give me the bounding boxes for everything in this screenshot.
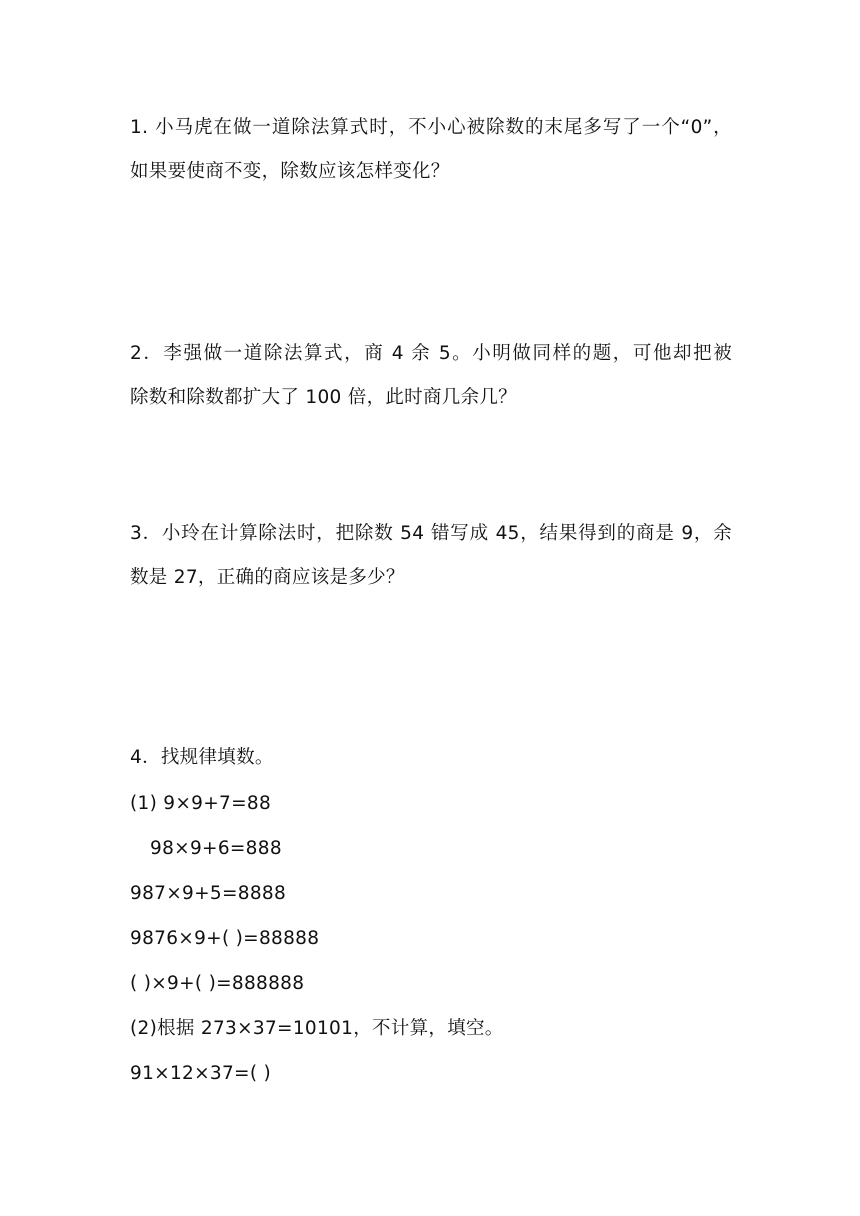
problem-3-line-1: 3．小玲在计算除法时，把除数 54 错写成 45，结果得到的商是 9，余 — [130, 523, 732, 544]
problem-4-heading: 4．找规律填数。 — [130, 747, 274, 768]
equation-line: (1) 9×9+7=88 — [130, 793, 272, 814]
equation-line: 98×9+6=888 — [150, 838, 282, 859]
problem-2-line-1: 2．李强做一道除法算式，商 4 余 5。小明做同样的题，可他却把被 — [130, 343, 732, 364]
problem-3-line-2: 数是 27，正确的商应该是多少？ — [130, 567, 405, 588]
problem-1-line-2: 如果要使商不变，除数应该怎样变化？ — [130, 161, 450, 182]
equation-line: 987×9+5=8888 — [130, 883, 287, 904]
equation-line-with-blank: 91×12×37=( ) — [130, 1063, 272, 1084]
problem-4-part-2-heading: (2)根据 273×37=10101，不计算，填空。 — [130, 1018, 504, 1039]
problem-1-line-1: 1. 小马虎在做一道除法算式时，不小心被除数的末尾多写了一个“0”， — [130, 117, 732, 138]
equation-line-with-blanks: ( )×9+( )=888888 — [130, 973, 305, 994]
equation-line-with-blank: 9876×9+( )=88888 — [130, 928, 320, 949]
problem-2-line-2: 除数和除数都扩大了 100 倍，此时商几余几？ — [130, 387, 517, 408]
